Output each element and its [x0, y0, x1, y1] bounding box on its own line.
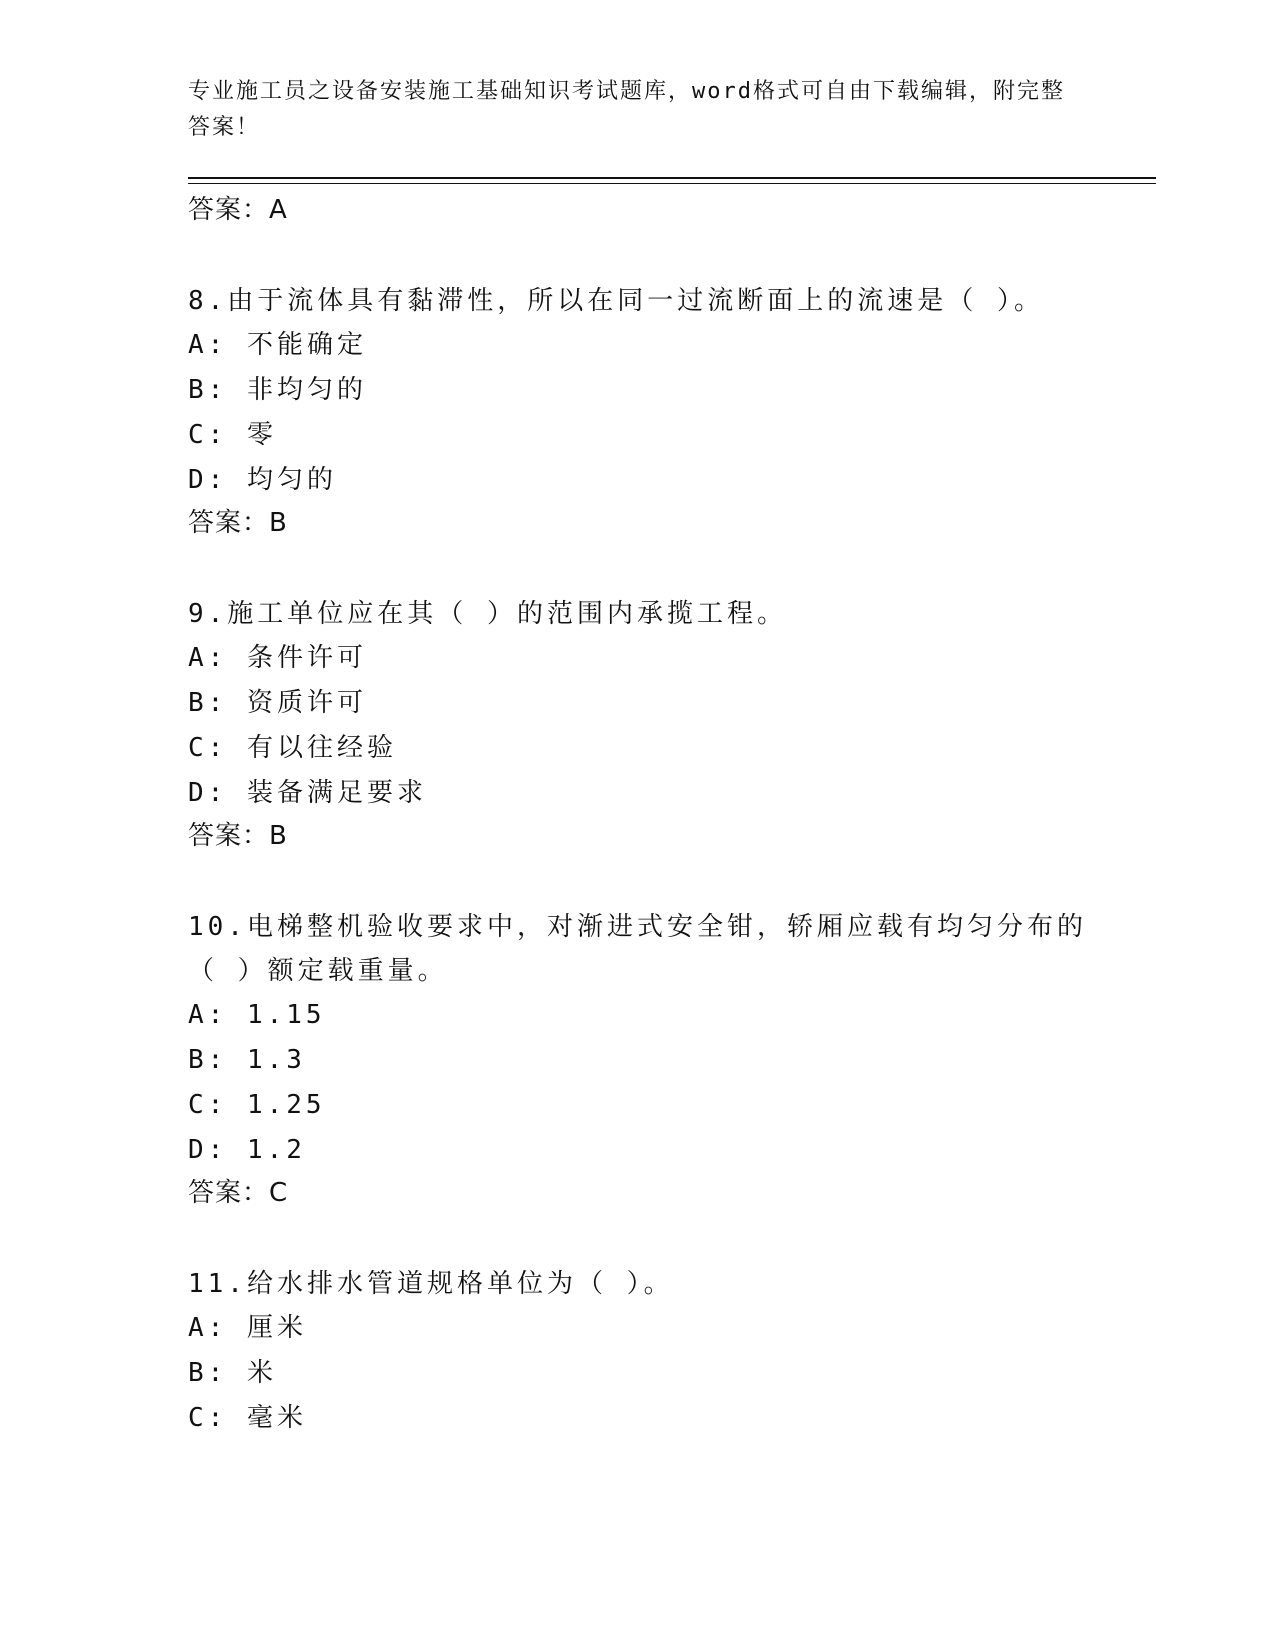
- question-stem: 8.由于流体具有黏滞性，所以在同一过流断面上的流速是（ ）。: [188, 286, 1044, 316]
- question-block: [188, 279, 1088, 549]
- option-a: A: 1.15: [188, 1000, 326, 1030]
- answer-line: 答案：A: [188, 195, 288, 225]
- header-divider-thick: [188, 177, 1156, 179]
- option-b: B: 资质许可: [188, 688, 367, 718]
- answer-line: 答案：C: [188, 1178, 289, 1208]
- option-a: A: 厘米: [188, 1313, 307, 1343]
- answer-line: 答案：B: [188, 508, 288, 538]
- option-a: A: 条件许可: [188, 643, 367, 673]
- option-c: C: 毫米: [188, 1403, 307, 1433]
- spacer: [188, 1219, 1088, 1262]
- option-d: D: 装备满足要求: [188, 778, 427, 808]
- option-b: B: 1.3: [188, 1045, 306, 1075]
- spacer: [188, 549, 1088, 592]
- question-block: [188, 592, 1088, 862]
- option-c: C: 1.25: [188, 1090, 326, 1120]
- spacer: [188, 236, 1088, 279]
- option-d: D: 均匀的: [188, 465, 337, 495]
- header-divider-thin: [188, 183, 1156, 184]
- option-d: D: 1.2: [188, 1135, 306, 1165]
- question-block: [188, 905, 1088, 1219]
- question-stem: 11.给水排水管道规格单位为（ ）。: [188, 1269, 674, 1299]
- question-stem: 9.施工单位应在其（ ）的范围内承揽工程。: [188, 599, 787, 629]
- document-header-text: 专业施工员之设备安装施工基础知识考试题库，word格式可自由下载编辑，附完整答案！: [188, 79, 1065, 140]
- option-c: C: 有以往经验: [188, 733, 397, 763]
- question-block: [188, 1262, 1088, 1441]
- option-b: B: 非均匀的: [188, 375, 367, 405]
- question-stem: 10.电梯整机验收要求中，对渐进式安全钳，轿厢应载有均匀分布的（ ）额定载重量。: [188, 912, 1087, 986]
- question-list: [188, 190, 1088, 1441]
- answer-line: 答案：B: [188, 821, 288, 851]
- option-b: B: 米: [188, 1358, 277, 1388]
- option-a: A: 不能确定: [188, 330, 367, 360]
- spacer: [188, 862, 1088, 905]
- option-c: C: 零: [188, 420, 277, 450]
